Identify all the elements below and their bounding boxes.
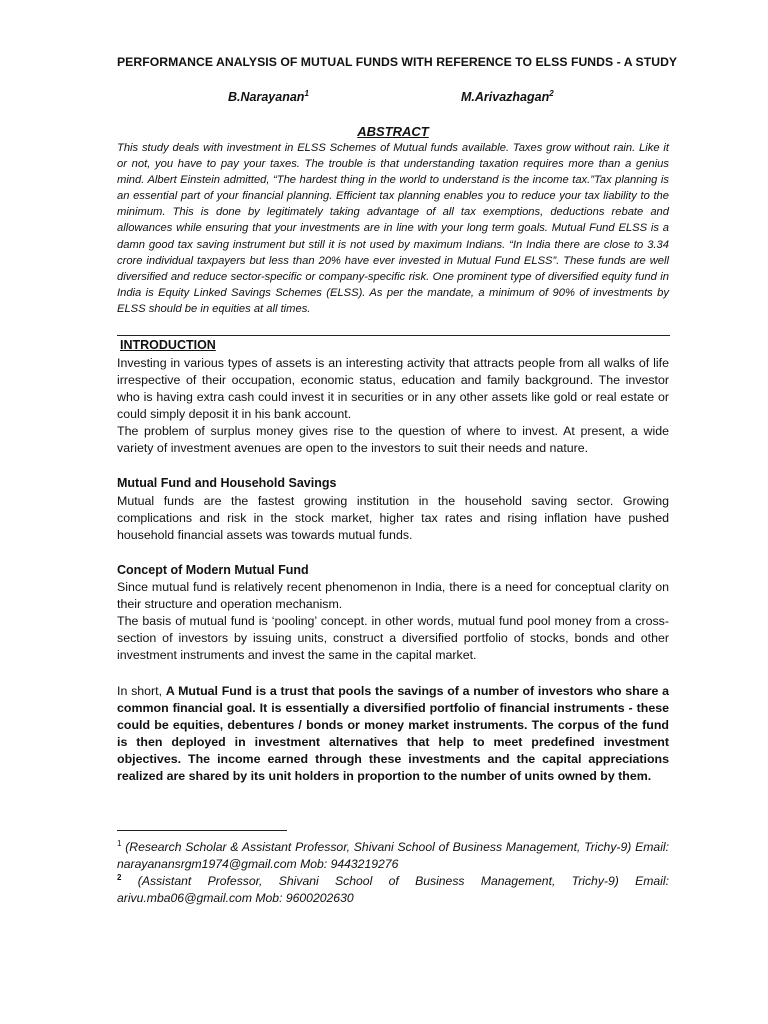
household-savings-paragraph: Mutual funds are the fastest growing institution in the household saving sector. Growing complications and risk in the stock market, higher tax rates and rising inflation have pushed household financial assets was towards mutual funds. bbox=[117, 494, 669, 542]
summary-paragraph bbox=[117, 683, 669, 785]
introduction-paragraph-1: Investing in various types of assets is an interesting activity that attracts people from all walks of life irrespective of their occupation, economic status, education and family background. The investor who is having extra cash could invest it in securities or in any other assets like gold or real estate or could simply deposit it in his bank account. bbox=[117, 356, 669, 421]
footnote-2-text: (Assistant Professor, Shivani School of Business Management, Trichy-9) Email: arivu.mba06@gmail.com Mob: 9600202630 bbox=[117, 874, 669, 905]
concept-paragraph-2: The basis of mutual fund is ‘pooling’ concept. in other words, mutual fund pool money from a cross- section of investors by issuing units, construct a diversified portfolio of stocks, bonds and other investment instruments and invest the same in the capital market. bbox=[117, 614, 669, 662]
footnote-1 bbox=[117, 839, 669, 873]
paper-title: PERFORMANCE ANALYSIS OF MUTUAL FUNDS WITH REFERENCE TO ELSS FUNDS - A STUDY bbox=[117, 55, 678, 69]
footnote-1-text: (Research Scholar & Assistant Professor, Shivani School of Business Management, Trichy-9) Email: narayanansrgm1974@gmail.com Mob: 9443219276 bbox=[117, 840, 669, 871]
abstract-text: This study deals with investment in ELSS Schemes of Mutual funds available. Taxes grow without rain. Like it or not, you have to pay your taxes. The trouble is that understanding taxation requires more than a genius mind. Albert Einstein admitted, “The hardest thing in the world to understand is the income tax.”Tax planning is an essential part of your financial planning. Efficient tax planning enables you to reduce your tax liability to the minimum. This is done by legitimately taking advantage of all tax exemptions, deductions rebate and allowances while ensuring that your investments are in line with your long term goals. Mutual Fund ELSS is a damn good tax saving instrument but still it is not used by maximum Indians. “In India there are close to 3.34 crore individual taxpayers but less than 20% have ever invested in Mutual Fund ELSS”. These funds are well diversified and reduce sector-specific or company-specific risk. One prominent type of diversified equity fund in India is Equity Linked Savings Schemes (ELSS). As per the mandate, a minimum of 90% of investments by ELSS should be in equities at all times. bbox=[117, 142, 669, 315]
concept-heading: Concept of Modern Mutual Fund bbox=[117, 563, 309, 577]
author-2-footnote-mark: 2 bbox=[549, 88, 554, 98]
summary-lead: In short, bbox=[117, 684, 166, 698]
author-1-name: B.Narayanan bbox=[228, 90, 305, 104]
abstract-heading: ABSTRACT bbox=[357, 124, 429, 139]
author-2-name: M.Arivazhagan bbox=[461, 90, 550, 104]
footnote-2-mark: 2 bbox=[117, 872, 122, 882]
introduction-paragraph-2: The problem of surplus money gives rise to the question of where to invest. At present, a wide variety of investment avenues are open to the investors to suit their needs and nature. bbox=[117, 424, 669, 455]
footnote-1-mark: 1 bbox=[117, 838, 122, 848]
household-savings-heading: Mutual Fund and Household Savings bbox=[117, 476, 337, 490]
concept-paragraph-1: Since mutual fund is relatively recent phenomenon in India, there is a need for conceptual clarity on their structure and operation mechanism. bbox=[117, 580, 669, 611]
introduction-heading: INTRODUCTION bbox=[120, 338, 216, 352]
abstract-divider bbox=[117, 335, 670, 336]
author-1 bbox=[228, 90, 309, 104]
footnote-divider bbox=[117, 830, 287, 831]
author-2 bbox=[461, 90, 554, 104]
author-1-footnote-mark: 1 bbox=[304, 88, 309, 98]
footnote-2 bbox=[117, 873, 669, 907]
summary-text: A Mutual Fund is a trust that pools the savings of a number of investors who share a common financial goal. It is essentially a diversified portfolio of financial instruments - these could be equities, debentures / bonds or money market instruments. The corpus of the fund is then deployed in investment alternatives that help to meet predefined investment objectives. The income earned through these investments and the capital appreciations realized are shared by its unit holders in proportion to the number of units owned by them. bbox=[117, 684, 669, 783]
